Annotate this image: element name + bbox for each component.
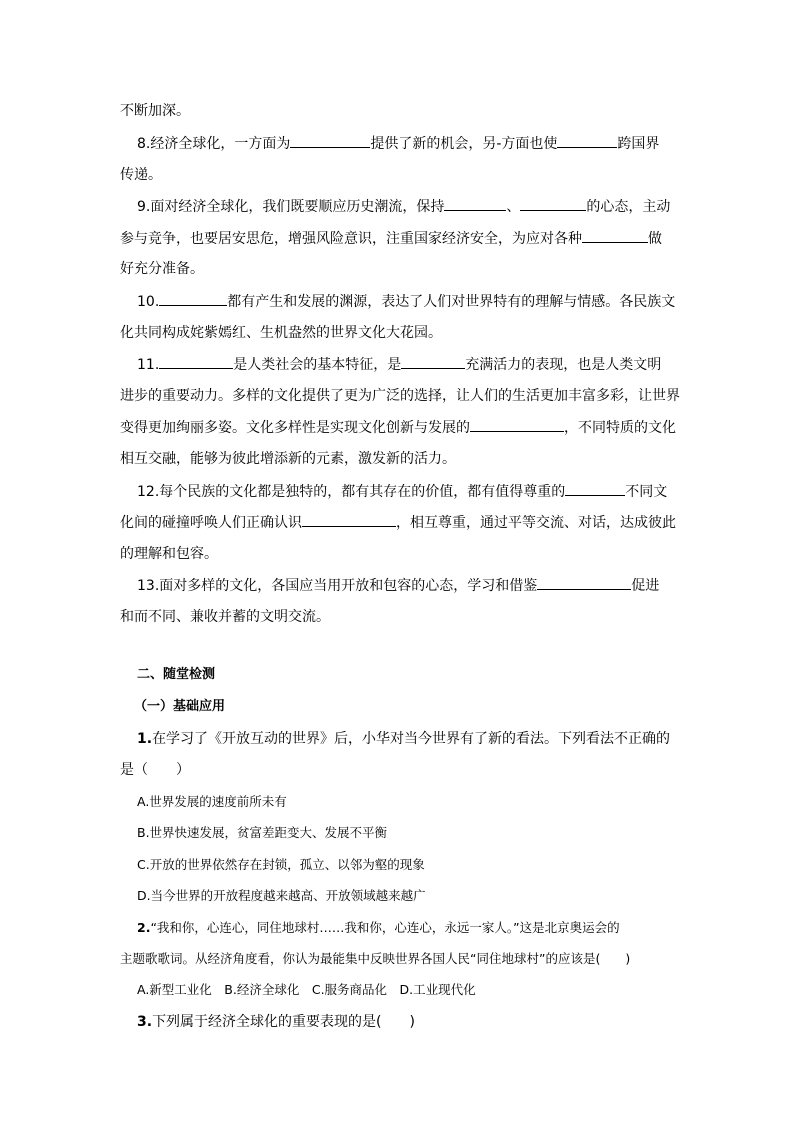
text-line: 的理解和包容。 [120,546,218,562]
question-13: 13.面对多样的文化，各国应当用开放和包容的心态，学习和借鉴 促进 [137,575,659,596]
section-title: 二、随堂检测 [137,667,216,682]
answer-blank[interactable] [290,133,370,148]
question-10: 10. 都有产生和发展的渊源，表达了人们对世界特有的理解与情感。各民族文 [137,291,675,312]
text-line: 传递。 [120,167,162,183]
question-1: 1.在学习了《开放互动的世界》后，小华对当今世界有了新的看法。下列看法不正确的 [137,731,671,747]
text-line: 相互交融，能够为彼此增添新的元素，激发新的活力。 [120,451,456,467]
question-3: 3.下列属于经济全球化的重要表现的是( ) [137,1014,415,1030]
question-8: 8.经济全球化，一方面为 提供了新的机会，另-方面也使 跨国界 [137,133,659,154]
text-line: 进步的重要动力。多样的文化提供了更为广泛的选择，让人们的生活更加丰富多彩，让世界 [120,388,680,404]
question-9: 9.面对经济全球化，我们既要顺应历史潮流，保持 、 的心态，主动 [137,196,670,217]
text-line: 和而不同、兼收并蓄的文明交流。 [120,609,330,625]
text-line: 好充分准备。 [120,261,204,277]
question-12: 12.每个民族的文化都是独特的，都有其存在的价值，都有值得尊重的 不同文 [137,481,667,502]
text-line: 主题歌歌词。从经济角度看，你认为最能集中反映世界各国人民“同住地球村”的应该是( ) [120,951,631,966]
question-2: 2.“我和你，心连心，同住地球村……我和你，心连心，永远一家人。”这是北京奥运会的 [137,920,620,935]
answer-blank[interactable] [565,481,625,496]
answer-blank[interactable] [302,512,396,527]
answer-blank[interactable] [444,196,506,211]
option-b[interactable]: B.世界快速发展，贫富差距变大、发展不平衡 [137,825,388,840]
answer-blank[interactable] [582,228,648,243]
text-line: 化共同构成姹紫嫣红、生机盎然的世界文化大花园。 [120,325,442,341]
option-a[interactable]: A.世界发展的速度前所未有 [137,794,287,809]
answer-blank[interactable] [520,196,586,211]
answer-blank[interactable] [537,575,631,590]
text-line: 不断加深。 [120,103,190,119]
answer-blank[interactable] [159,354,233,369]
subsection-title: （一）基础应用 [134,699,226,714]
option-d[interactable]: D.当今世界的开放程度越来越高、开放领域越来越广 [137,888,426,903]
text-line: 是（ ） [120,762,190,778]
answer-blank[interactable] [159,291,227,306]
answer-blank[interactable] [401,354,465,369]
answer-blank[interactable] [557,133,617,148]
answer-blank[interactable] [470,417,564,432]
text-line: 变得更加绚丽多姿。文化多样性是实现文化创新与发展的 ，不同特质的文化 [120,417,676,438]
question-2-options[interactable]: A.新型工业化 B.经济全球化 C.服务商品化 D.工业现代化 [137,982,476,997]
text-line: 参与竞争，也要居安思危，增强风险意识，注重国家经济安全，为应对各种 做 [120,228,662,249]
option-c[interactable]: C.开放的世界依然存在封锁，孤立、以邻为壑的现象 [137,857,425,872]
question-11: 11. 是人类社会的基本特征，是 充满活力的表现，也是人类文明 [137,354,661,375]
text-line: 化间的碰撞呼唤人们正确认识 ，相互尊重，通过平等交流、对话，达成彼此 [120,512,676,533]
